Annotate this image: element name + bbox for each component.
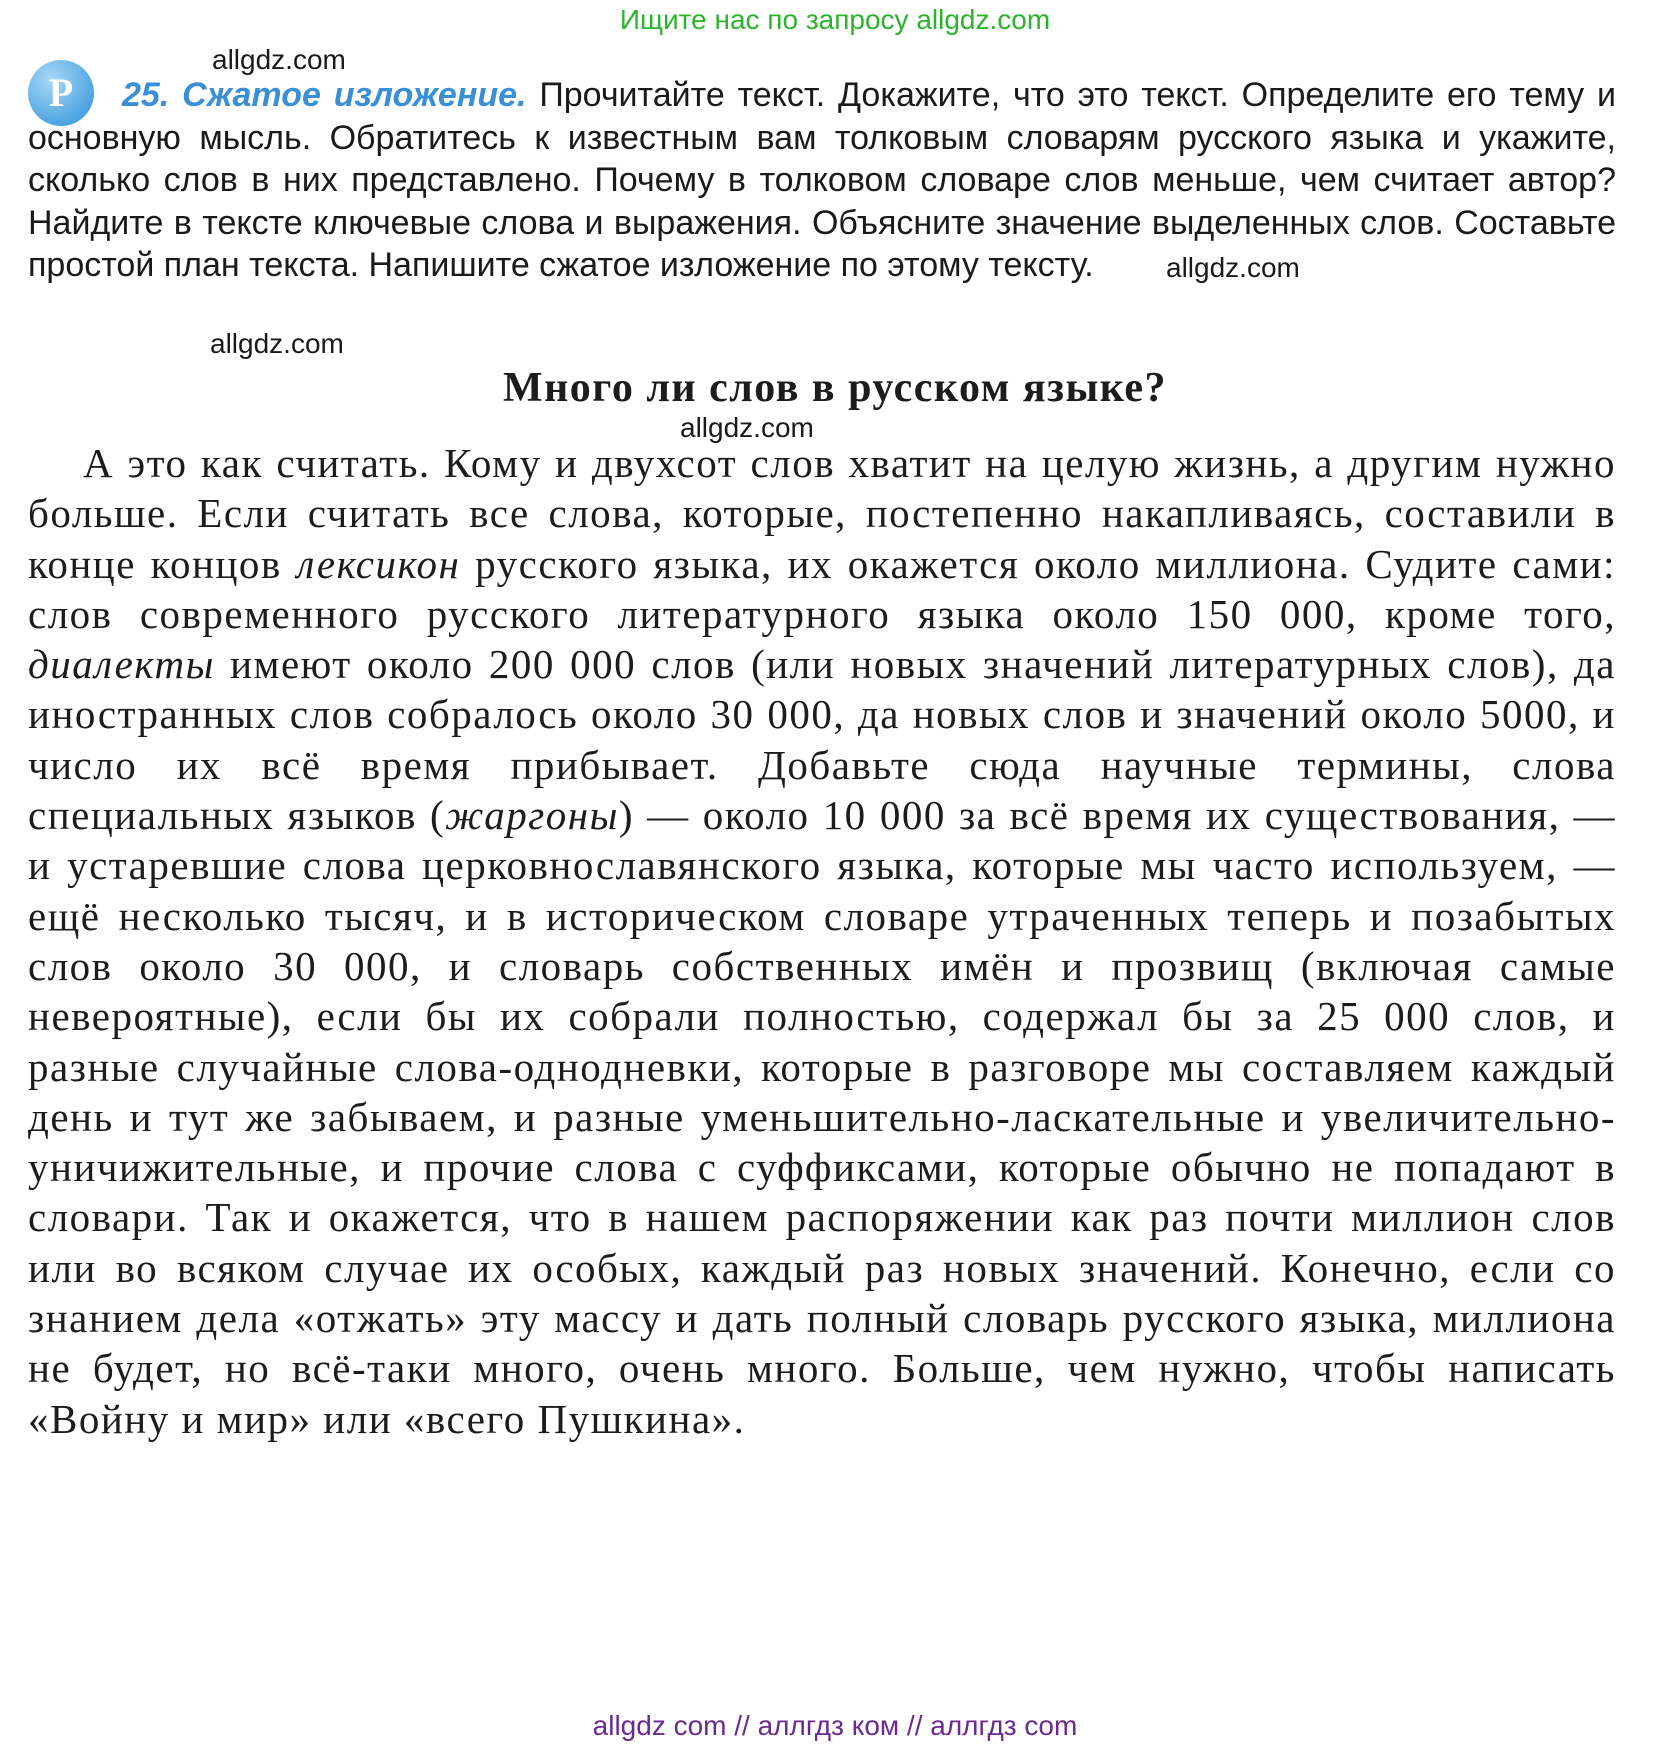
task-text: Прочитайте текст. Докажите, что это текст. Определите его тему и основную мысль. Обратитесь к известным вам толковым словарям русского языка и укажите, сколько слов в них представлено. Почему в толковом словаре слов меньше, чем считает автор? Найдите в тексте ключевые слова и выражения. Объясните значение выделенных слов. Составьте простой план текста. Напишите сжатое изложение по этому тексту. xyxy=(28,76,1616,284)
watermark: allgdz.com xyxy=(210,328,344,359)
text-part-4: ) — около 10 000 за всё время их существования, — и устаревшие слова церковнославянского языка, которые мы часто используем, — ещё несколько тысяч, и в историческом словаре утраченных теперь и позабытых слов около 30 000, и словарь собственных имён и прозвищ (включая самые невероятные), если бы их собрали полностью, содержал бы за 25 000 слов, и разные случайные слова-однодневки, которые в разговоре мы составляем каждый день и тут же забываем, и разные уменьшительно-ласкательные и увеличительно-уничижительные, и прочие слова с суффиксами, которые обычно не попадают в словари. Так и окажется, что в нашем распоряжении как раз почти миллион слов или во всяком случае их особых, каждый раз новых значений. Конечно, если со знанием дела «отжать» эту массу и дать полный словарь русского языка, миллиона не будет, но всё-таки много, очень много. Больше, чем нужно, чтобы написать «Войну и мир» или «всего Пушкина». xyxy=(28,792,1616,1442)
text-part-1: А это как считать. Кому и двухсот слов хватит на целую жизнь, а другим нужно больше. Если считать все слова, которые, постепенно накапливаясь, составили в конце концов xyxy=(28,440,1616,587)
highlight-word-leksikon: лексикон xyxy=(296,540,461,587)
watermark: allgdz.com xyxy=(212,44,346,75)
task-instructions xyxy=(28,74,1616,287)
text-part-2: русского языка, их окажется около миллиона. Судите сами: слов современного русского литературного языка около 150 000, кроме того, xyxy=(28,540,1616,637)
watermark: allgdz.com xyxy=(680,412,814,443)
section-badge-icon: Р xyxy=(28,60,94,126)
task-number: 25. Сжатое изложение. xyxy=(122,76,527,114)
text-part-3: имеют около 200 000 слов (или новых значений литературных слов), да иностранных слов собралось около 30 000, да новых слов и значений около 5000, и число их всё время прибывает. Добавьте сюда научные термины, слова специальных языков ( xyxy=(28,641,1616,839)
top-banner: Ищите нас по запросу allgdz.com xyxy=(619,4,1051,35)
article-body xyxy=(28,438,1616,1444)
article-title: Много ли слов в русском языке? xyxy=(502,365,1168,411)
watermark: allgdz.com xyxy=(1166,252,1300,283)
highlight-word-zhargony: жаргоны xyxy=(445,792,619,839)
highlight-word-dialekty: диалекты xyxy=(28,641,215,688)
footer-watermark: allgdz com // аллгдз ком // аллгдз com xyxy=(592,1710,1078,1741)
article-paragraph xyxy=(28,438,1616,1444)
